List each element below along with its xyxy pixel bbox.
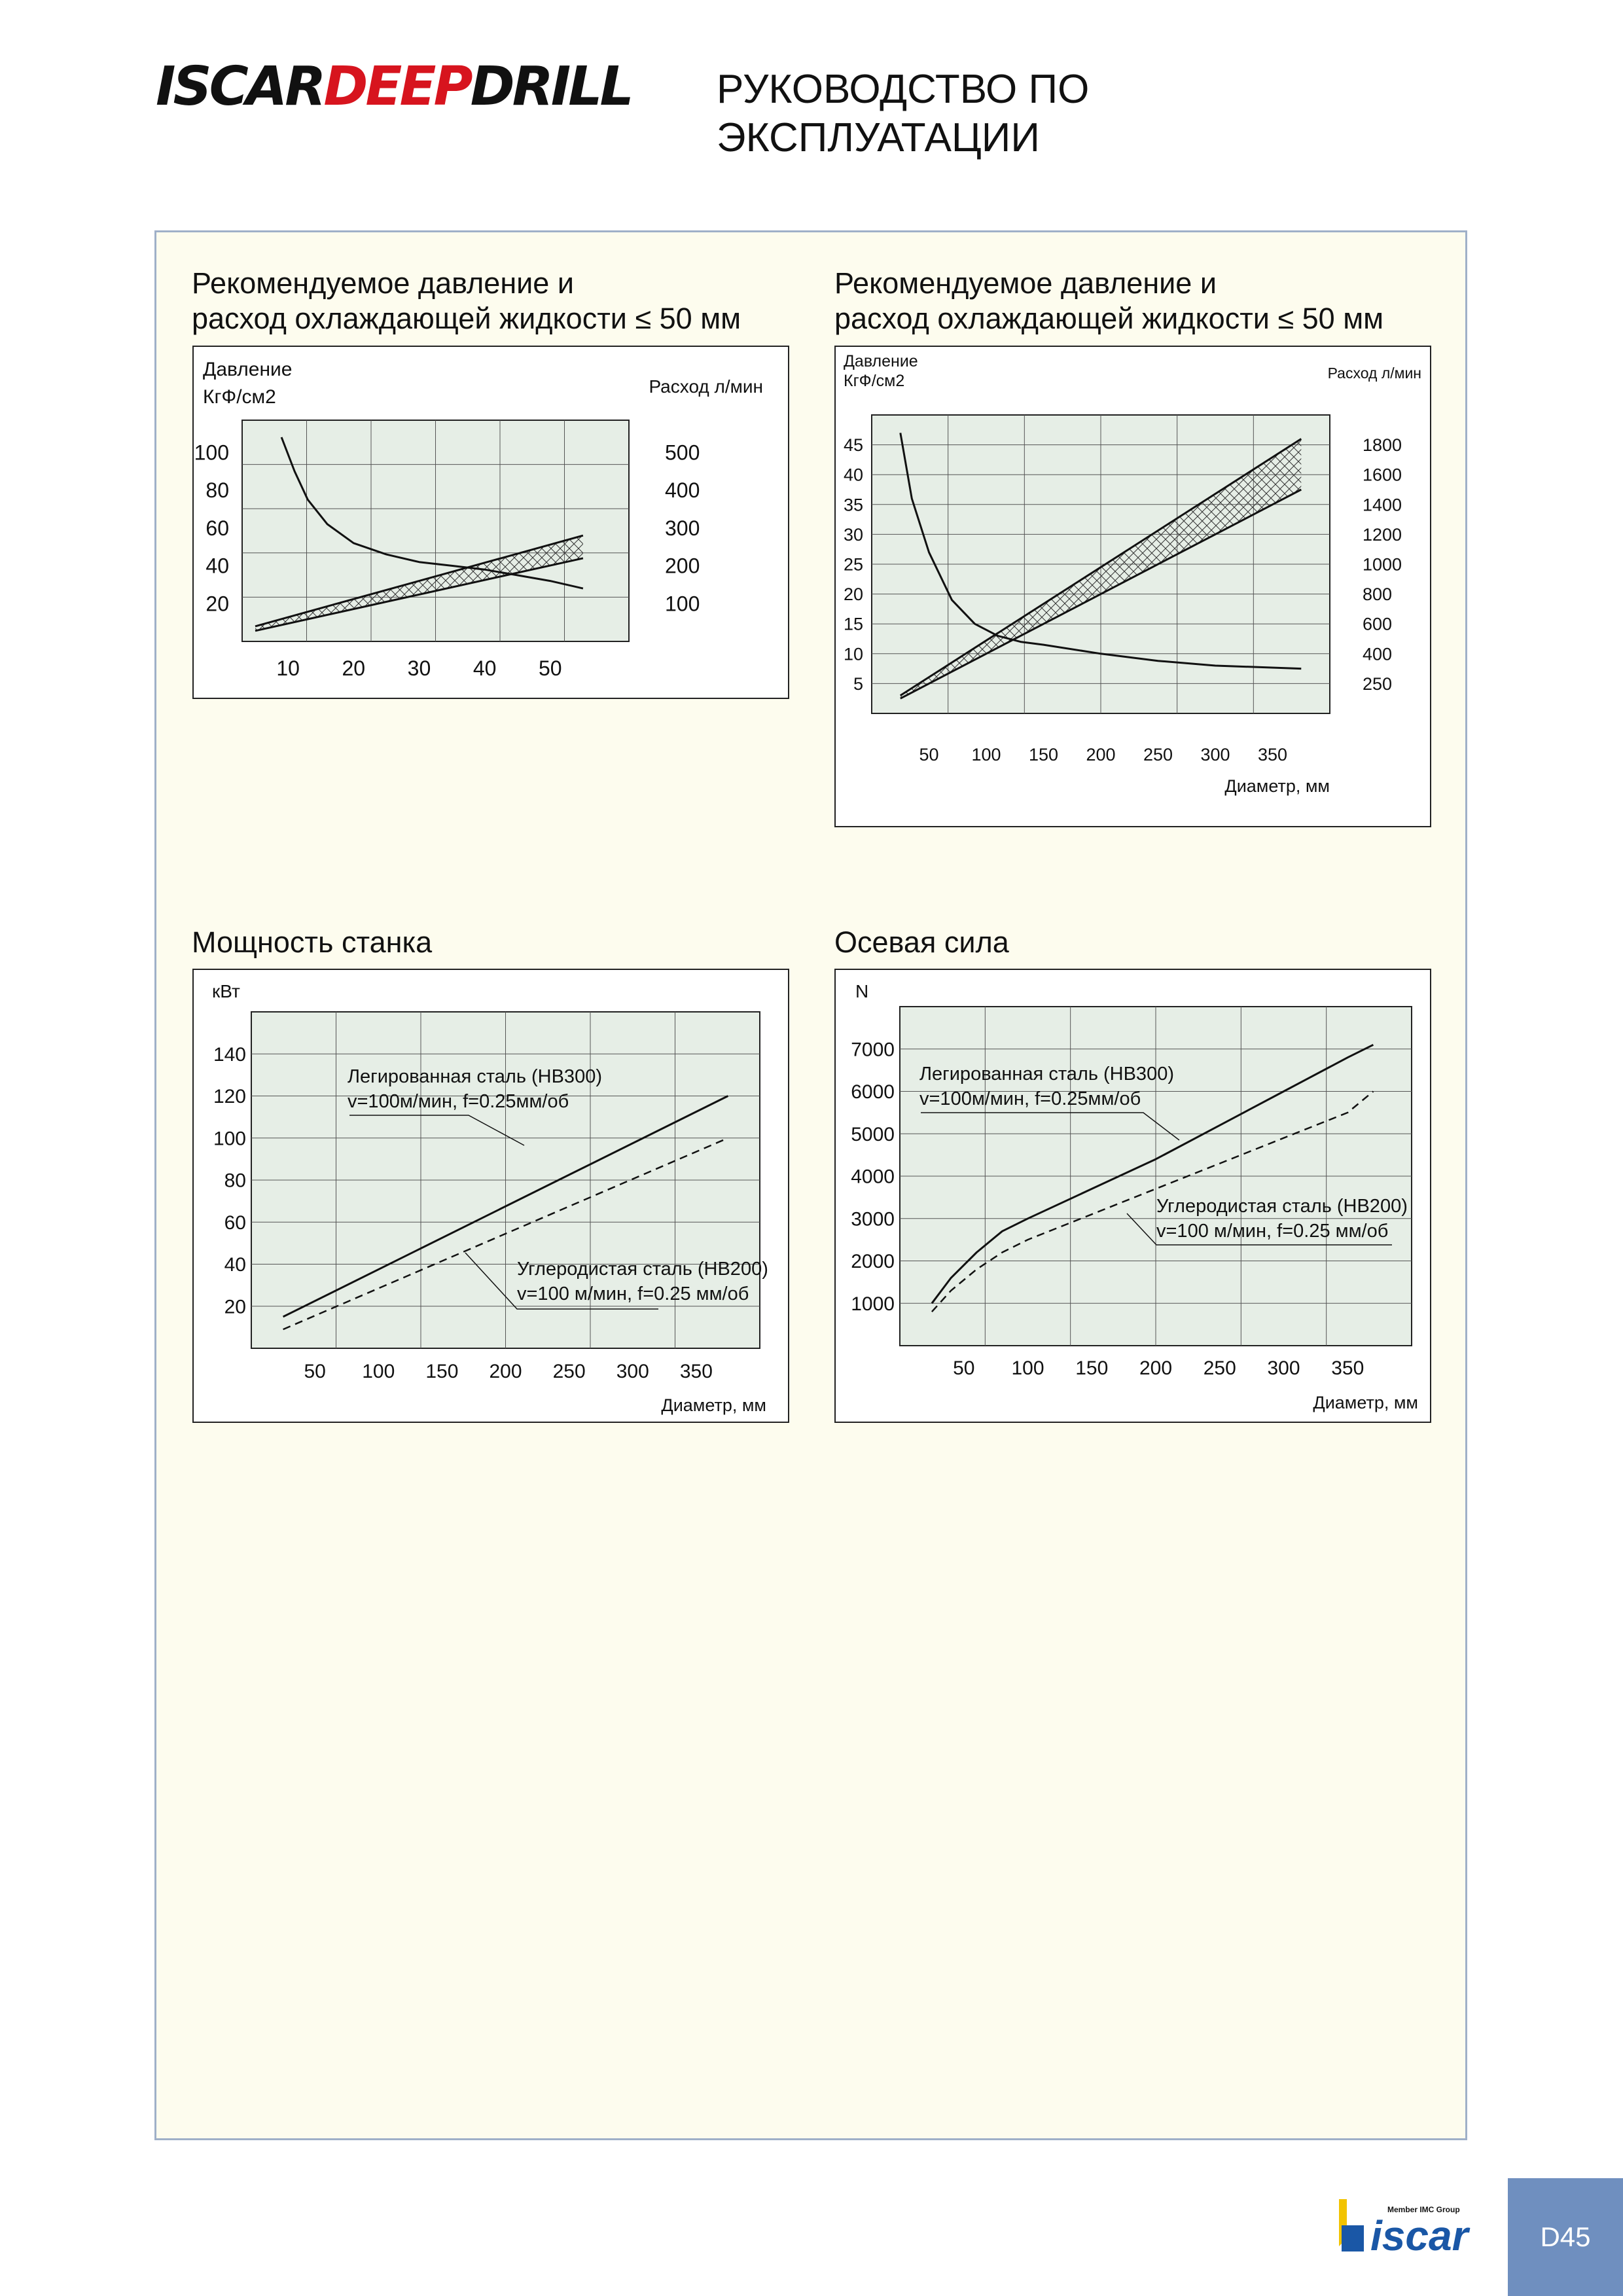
y-tick-label: 20 <box>224 1296 246 1318</box>
chart1-coolant-small <box>192 346 789 699</box>
x-tick-label: 50 <box>953 1357 975 1379</box>
legend-alloy-steel: Легированная сталь (HB300) <box>348 1066 602 1087</box>
x-tick-label: 350 <box>1331 1357 1364 1379</box>
x-tick-label: 100 <box>1011 1357 1044 1379</box>
x-tick-label: 50 <box>538 656 562 680</box>
y2-tick-label: 600 <box>1363 614 1393 634</box>
x-tick-label: 300 <box>1200 745 1230 764</box>
y2-tick-label: 1800 <box>1363 435 1402 456</box>
y2-tick-label: 300 <box>665 516 700 540</box>
y-tick-label: 30 <box>843 524 863 545</box>
legend-alloy-steel-params: v=100м/мин, f=0.25мм/об <box>348 1091 569 1112</box>
chart4-title: Осевая сила <box>834 925 1009 959</box>
x-tick-label: 10 <box>276 656 300 680</box>
y2-tick-label: 400 <box>665 478 700 503</box>
y-tick-label: 60 <box>205 516 229 540</box>
y2-axis-label: Расход л/мин <box>1327 365 1421 382</box>
y-tick-label: 15 <box>843 614 863 634</box>
x-tick-label: 150 <box>425 1361 459 1382</box>
y-tick-label: 5 <box>853 673 863 694</box>
y2-tick-label: 200 <box>665 554 700 578</box>
x-tick-label: 350 <box>1257 745 1288 764</box>
y-axis-label: кВт <box>212 981 240 1001</box>
x-tick-label: 350 <box>679 1361 713 1382</box>
y-tick-label: 40 <box>843 465 863 485</box>
y2-tick-label: 400 <box>1363 644 1393 664</box>
y-tick-label: 60 <box>224 1211 246 1234</box>
y-tick-label: 4000 <box>851 1166 895 1188</box>
y-tick-label: 1000 <box>851 1293 895 1315</box>
document-title <box>717 65 1089 162</box>
y-tick-label: 25 <box>843 554 863 575</box>
x-tick-label: 20 <box>342 656 366 680</box>
y2-tick-label: 500 <box>665 440 700 465</box>
chart2-title-line1: Рекомендуемое давление и <box>834 266 1217 300</box>
y-tick-label: 80 <box>205 478 229 503</box>
iscar-footer-logo <box>1335 2199 1472 2261</box>
y-tick-label: 140 <box>213 1043 246 1066</box>
y-axis-label-line2: КгФ/см2 <box>203 386 276 408</box>
y-tick-label: 20 <box>843 584 863 605</box>
legend-carbon-steel-params: v=100 м/мин, f=0.25 мм/об <box>517 1283 749 1304</box>
x-axis-label: Диаметр, мм <box>1313 1393 1418 1412</box>
y2-tick-label: 1200 <box>1363 524 1402 545</box>
member-imc-text: Member IMC Group <box>1387 2205 1460 2214</box>
y-tick-label: 20 <box>205 592 229 616</box>
logo-iscar: ISCAR <box>156 56 324 118</box>
x-tick-label: 300 <box>1267 1357 1300 1379</box>
y-tick-label: 6000 <box>851 1081 895 1103</box>
y-axis-label-line1: Давление <box>844 352 918 370</box>
y2-tick-label: 800 <box>1363 584 1393 605</box>
x-tick-label: 50 <box>304 1361 326 1382</box>
chart4-axial-force <box>834 969 1431 1423</box>
page-number: D45 <box>1540 2221 1591 2252</box>
x-tick-label: 30 <box>407 656 431 680</box>
y-axis-label-line2: КгФ/см2 <box>844 372 905 390</box>
x-tick-label: 250 <box>1143 745 1173 764</box>
y-tick-label: 40 <box>205 554 229 578</box>
x-tick-label: 100 <box>362 1361 395 1382</box>
legend-alloy-steel: Легированная сталь (HB300) <box>919 1064 1174 1085</box>
legend-alloy-steel-params: v=100м/мин, f=0.25мм/об <box>919 1088 1141 1109</box>
y2-axis-label: Расход л/мин <box>649 376 763 397</box>
y2-tick-label: 1000 <box>1363 554 1402 575</box>
chart1-title <box>192 266 741 336</box>
x-tick-label: 200 <box>489 1361 522 1382</box>
chart2-title-line2: расход охлаждающей жидкости ≤ 50 мм <box>834 302 1384 335</box>
iscar-deepdrill-logo <box>156 56 632 118</box>
y-tick-label: 40 <box>224 1254 246 1276</box>
x-axis-label: Диаметр, мм <box>661 1395 766 1415</box>
legend-carbon-steel-params: v=100 м/мин, f=0.25 мм/об <box>1156 1221 1389 1242</box>
y-axis-label-line1: Давление <box>203 359 293 380</box>
y2-tick-label: 250 <box>1363 673 1393 694</box>
y-tick-label: 5000 <box>851 1123 895 1145</box>
chart3-title: Мощность станка <box>192 925 433 959</box>
x-tick-label: 50 <box>919 745 939 764</box>
logo-deep: DEEP <box>323 56 471 118</box>
footer-brand-text: iscar <box>1370 2212 1469 2258</box>
y2-tick-label: 1400 <box>1363 495 1402 515</box>
y-tick-label: 35 <box>843 495 863 515</box>
x-axis-label: Диаметр, мм <box>1224 776 1330 796</box>
y-tick-label: 120 <box>213 1086 246 1107</box>
chart1-title-line1: Рекомендуемое давление и <box>192 266 574 300</box>
y-tick-label: 80 <box>224 1170 246 1192</box>
y-tick-label: 10 <box>843 644 863 664</box>
y-tick-label: 45 <box>843 435 863 456</box>
x-tick-label: 200 <box>1139 1357 1173 1379</box>
logo-drill: DRILL <box>470 56 632 118</box>
y-tick-label: 100 <box>213 1128 246 1150</box>
chart1-title-line2: расход охлаждающей жидкости ≤ 50 мм <box>192 302 741 335</box>
y-tick-label: 2000 <box>851 1251 895 1272</box>
x-tick-label: 100 <box>971 745 1001 764</box>
y2-tick-label: 1600 <box>1363 465 1402 485</box>
chart3-machine-power <box>192 969 789 1423</box>
document-title-line2: ЭКСПЛУАТАЦИИ <box>717 115 1040 160</box>
x-tick-label: 250 <box>552 1361 586 1382</box>
x-tick-label: 150 <box>1075 1357 1109 1379</box>
page-number-tab <box>1508 2178 1623 2296</box>
chart2-coolant-large <box>834 346 1431 827</box>
y-axis-label: N <box>855 981 869 1001</box>
x-tick-label: 150 <box>1028 745 1059 764</box>
chart2-title <box>834 266 1383 336</box>
legend-carbon-steel: Углеродистая сталь (HB200) <box>517 1259 768 1280</box>
y-tick-label: 7000 <box>851 1039 895 1061</box>
x-tick-label: 300 <box>616 1361 649 1382</box>
y2-tick-label: 100 <box>665 592 700 616</box>
y-tick-label: 100 <box>194 440 229 465</box>
y-tick-label: 3000 <box>851 1208 895 1230</box>
x-tick-label: 200 <box>1086 745 1116 764</box>
x-tick-label: 250 <box>1203 1357 1236 1379</box>
legend-carbon-steel: Углеродистая сталь (HB200) <box>1156 1196 1408 1217</box>
x-tick-label: 40 <box>473 656 497 680</box>
document-title-line1: РУКОВОДСТВО ПО <box>717 67 1090 112</box>
